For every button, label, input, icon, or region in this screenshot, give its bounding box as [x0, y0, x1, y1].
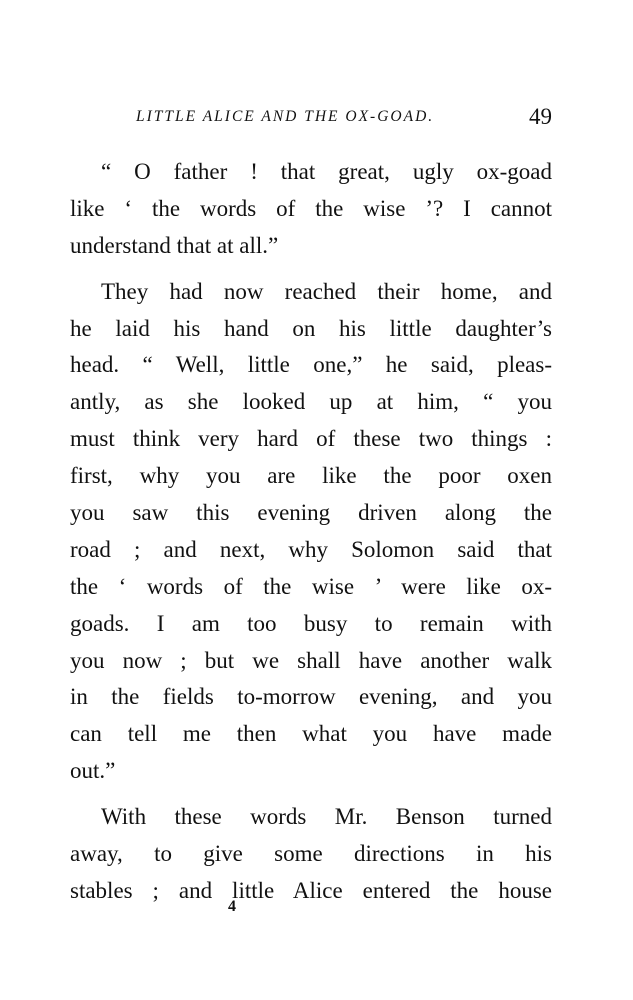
text-line: must think very hard of these two things : [70, 426, 552, 452]
text-line: goads. I am too busy to remain with [70, 610, 552, 636]
text-line: understand that at all.” [70, 232, 279, 258]
text-line: you now ; but we shall have another walk [70, 647, 552, 673]
running-title: LITTLE ALICE AND THE OX-GOAD. [136, 108, 435, 125]
text-line: you saw this evening driven along the [70, 500, 552, 526]
paragraph-3 [70, 799, 552, 910]
text-line: can tell me then what you have made [70, 721, 552, 747]
text-line: he laid his hand on his little daughter’s [70, 315, 552, 341]
text-line: road ; and next, why Solomon said that [70, 536, 552, 562]
paragraph-1 [70, 154, 552, 265]
text-line: head. “ Well, little one,” he said, pleas- [70, 352, 552, 378]
signature-mark: 4 [228, 898, 236, 915]
text-line: in the fields to-morrow evening, and you [70, 684, 552, 710]
text-line: With these words Mr. Benson turned [101, 804, 552, 830]
text-line: stables ; and little Alice entered the house [70, 877, 552, 903]
text-line: “ O father ! that great, ugly ox-goad [101, 159, 552, 184]
running-header [70, 104, 552, 134]
text-line: the ‘ words of the wise ’ were like ox- [70, 573, 552, 599]
page-number: 49 [529, 104, 552, 129]
body-text [70, 154, 552, 910]
paragraph-2 [70, 274, 552, 790]
text-line: like ‘ the words of the wise ’? I cannot [70, 195, 552, 221]
text-line: away, to give some directions in his [70, 841, 552, 867]
text-line: antly, as she looked up at him, “ you [70, 389, 552, 415]
text-line: out.” [70, 758, 116, 784]
text-line: first, why you are like the poor oxen [70, 463, 552, 489]
text-line: They had now reached their home, and [101, 278, 552, 304]
